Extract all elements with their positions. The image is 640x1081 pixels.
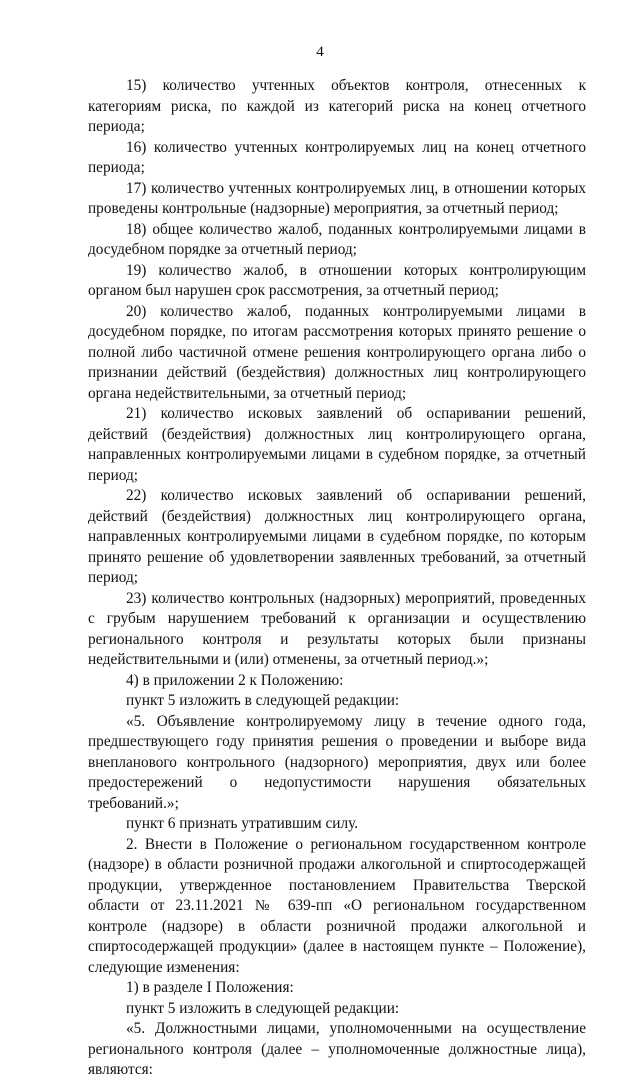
paragraph-item-19: 19) количество жалоб, в отношении которых контролирующим органом был нарушен срок рассмотрения, за отчетный период; xyxy=(88,261,586,299)
paragraph-item-16: 16) количество учтенных контролируемых лиц на конец отчетного периода; xyxy=(88,138,586,176)
document-body xyxy=(88,76,586,1081)
paragraph-point-5-text: «5. Объявление контролируемому лицу в течение одного года, предшествующего году принятия решения о проведении и выборе вида внепланового контрольного (надзорного) мероприятия, двух или более предостережений о недопустимости нарушения обязательных требований.»; xyxy=(88,712,586,812)
paragraph-point-5-instruction-2: пункт 5 изложить в следующей редакции: xyxy=(126,999,400,1017)
paragraph-item-21: 21) количество исковых заявлений об оспаривании решений, действий (бездействия) должностных лиц контролирующего органа, направленных контролируемыми лицами в судебном порядке, за отчетный период; xyxy=(88,405,586,484)
paragraph-officials: «5. Должностными лицами, уполномоченными на осуществление регионального контроля (далее – уполномоченные должностные лица), являются: xyxy=(88,1020,586,1078)
paragraph-item-17: 17) количество учтенных контролируемых лиц, в отношении которых проведены контрольные (надзорные) мероприятия, за отчетный период; xyxy=(88,179,586,217)
paragraph-item-15: 15) количество учтенных объектов контроля, отнесенных к категориям риска, по каждой из категорий риска на конец отчетного периода; xyxy=(88,77,586,135)
paragraph-item-20: 20) количество жалоб, поданных контролируемыми лицами в досудебном порядке, по итогам рассмотрения которых принято решение о полной либо частичной отмене решения контролирующего органа либо о признании действий (бездействия) должностных лиц контролирующего органа недействительными, за отчетный период; xyxy=(88,302,586,402)
paragraph-point-6-void: пункт 6 признать утратившим силу. xyxy=(126,815,359,832)
paragraph-point-5-instruction: пункт 5 изложить в следующей редакции: xyxy=(126,692,400,709)
paragraph-section-2-amendment: 2. Внести в Положение о региональном государственном контроле (надзоре) в области розничной продажи алкогольной и спиртосодержащей продукции, утвержденное постановлением Правительства Тверской области от 23.11.2021 № 639-пп «О региональном государственном контроле (надзоре) в области розничной продажи алкогольной и спиртосодержащей продукции» (далее в настоящем пункте – Положение), следующие изменения: xyxy=(88,835,586,976)
paragraph-item-22: 22) количество исковых заявлений об оспаривании решений, действий (бездействия) должностных лиц контролирующего органа, направленных контролируемыми лицами в судебном порядке, по которым принято решение об удовлетворении заявленных требований, за отчетный период; xyxy=(88,487,586,586)
paragraph-appendix-2: 4) в приложении 2 к Положению: xyxy=(126,671,344,689)
paragraph-item-23: 23) количество контрольных (надзорных) мероприятий, проведенных с грубым нарушением требований к организации и осуществлению регионального контроля и результаты которых были признаны недействительными и (или) отменены, за отчетный период.»; xyxy=(88,589,586,668)
paragraph-item-18: 18) общее количество жалоб, поданных контролируемыми лицами в досудебном порядке за отчетный период; xyxy=(88,220,586,258)
page-number: 4 xyxy=(316,44,324,60)
paragraph-section-i: 1) в разделе I Положения: xyxy=(126,979,294,996)
